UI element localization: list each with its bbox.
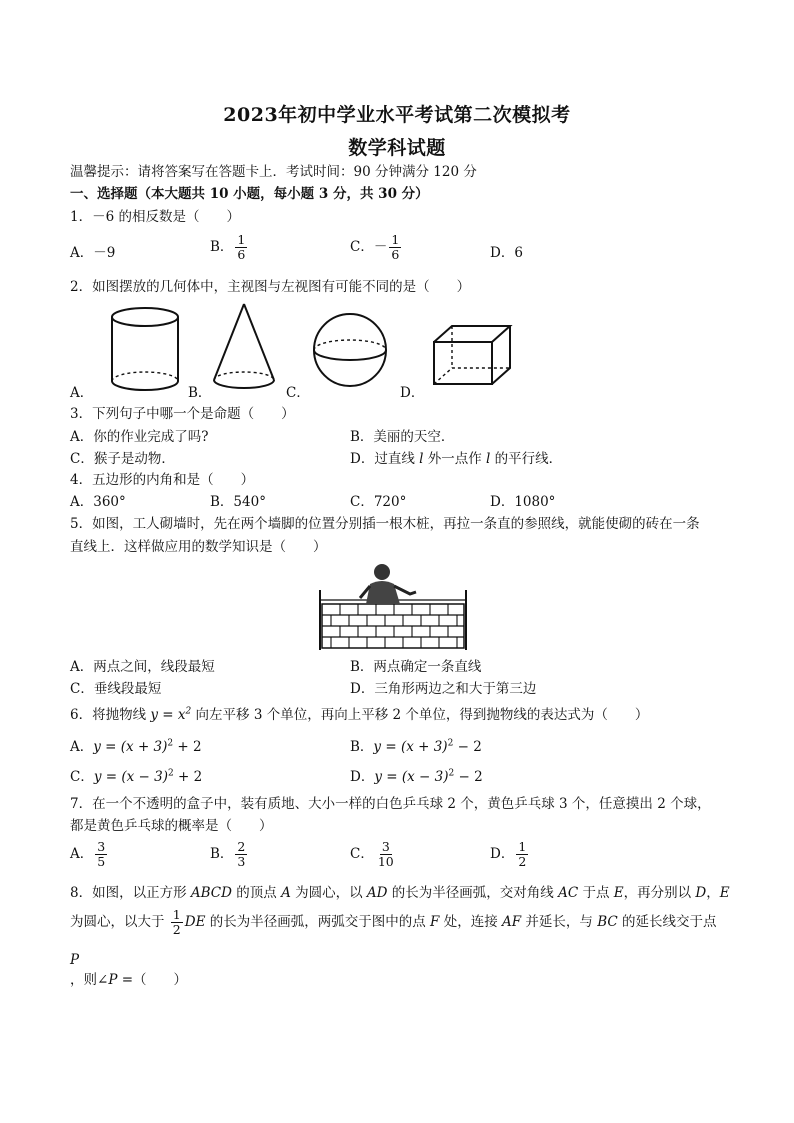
numerator: 1 [518,839,527,854]
option-label: A． [70,846,94,862]
text: ， [706,885,720,901]
text: 的长为半径画弧，两弧交于图中的点 [205,914,431,930]
exponent: 2 [167,738,174,749]
math-var: P [108,972,118,988]
numerator: 1 [172,907,181,922]
text: ，再分别以 [623,885,696,901]
text: 的长为半径画弧，交对角线 [387,885,559,901]
math-var: AF [502,914,522,930]
math-var: BC [597,914,618,930]
q2-stem: 2．如图摆放的几何体中，主视图与左视图有可能不同的是（ ） [70,279,471,295]
q8-stem-line4 [70,971,187,989]
math-var: E [613,885,624,901]
q4-option-d: D．1080° [490,494,556,510]
option-label: B． [210,846,234,862]
denominator: 6 [391,247,400,262]
option-label: C．－ [350,239,388,255]
q7-option-a [70,840,109,869]
q5-stem-line1: 5．如图，工人砌墙时，先在两个墙脚的位置分别插一根木桩，再拉一条直的参照线，就能使砌的砖在一条 [70,516,700,532]
q2-option-d: D． [400,385,425,401]
math-var: l [419,451,424,467]
q2-option-c: C． [286,385,310,401]
q5-option-b: B．两点确定一条直线 [350,659,482,675]
math-var: l [486,451,491,467]
option-label: D． [490,846,515,862]
q7-option-d [490,840,530,869]
text: 处，连接 [439,914,502,930]
numerator: 1 [237,232,246,247]
q8-stem-line3: P [70,952,80,968]
math-tail: + 2 [173,769,203,785]
option-label: B． [350,739,374,755]
option-label: A． [70,739,94,755]
option-label: C． [70,769,94,785]
math-var: D [695,885,707,901]
numerator: 2 [237,839,246,854]
q1-option-b [210,233,249,262]
q4-option-a: A．360° [70,494,126,510]
text: 为圆心，以大于 [70,914,169,930]
exponent: 2 [447,738,454,749]
text: 的顶点 [231,885,282,901]
q7-stem-line2: 都是黄色乒乓球的概率是（ ） [70,818,273,834]
cone-figure [208,300,280,394]
math-tail: + 2 [173,739,202,755]
q8-stem-line2 [70,908,717,937]
math-var: DE [184,914,206,930]
q7-stem-line1: 7．在一个不透明的盒子中，装有质地、大小一样的白色乒乓球 2 个，黄色乒乓球 3 个，任意摸出 2 个球， [70,796,711,812]
q7-option-b [210,840,249,869]
text: 6．将抛物线 [70,707,151,723]
q3-option-c: C．猴子是动物． [70,451,175,467]
denominator: 5 [97,854,106,869]
math-var: AD [366,885,388,901]
q1-option-d: D．6 [490,245,523,261]
cylinder-figure [104,303,186,395]
numerator: 3 [381,839,390,854]
exponent: 2 [448,768,455,779]
q6-stem [70,706,648,724]
numerator: 3 [97,839,106,854]
fraction [516,840,528,869]
math-var: A [281,885,291,901]
option-label: C． [350,846,374,862]
denominator: 6 [237,247,246,262]
q4-stem: 4．五边形的内角和是（ ） [70,472,255,488]
option-label: B． [210,239,234,255]
text: D．过直线 [350,451,420,467]
q5-option-d: D．三角形两边之和大于第三边 [350,681,537,697]
section-heading: 一、选择题（本大题共 10 小题，每小题 3 分，共 30 分） [70,186,429,202]
q1-stem: 1．－6 的相反数是（ ） [70,209,240,225]
text: 外一点作 [423,451,487,467]
fraction [389,233,401,262]
sphere-figure [310,310,390,390]
q3-option-d [350,450,562,468]
option-label: D． [350,769,375,785]
text: 并延长，与 [521,914,598,930]
fraction [235,840,247,869]
q3-option-b: B．美丽的天空． [350,429,455,445]
text: 8．如图，以正方形 [70,885,191,901]
q6-option-b [350,738,482,756]
q2-option-b: B． [188,385,212,401]
text: 为圆心，以 [290,885,367,901]
math-formula: $y = x^2$ [150,706,192,723]
denominator: 3 [237,854,246,869]
q5-stem-line2: 直线上．这样做应用的数学知识是（ ） [70,539,327,555]
math-formula: y = (x − 3) [374,769,449,785]
text: 的平行线． [490,451,563,467]
q6-option-d [350,768,483,786]
text: 于点 [578,885,614,901]
q6-option-a [70,738,202,756]
q5-option-a: A．两点之间，线段最短 [70,659,215,675]
q2-option-a: A． [70,385,94,401]
text: =（ ） [117,972,188,988]
math-var: ABCD [190,885,232,901]
denominator: 10 [377,854,394,869]
text: ，则∠ [70,972,109,988]
q8-stem-line1 [70,884,730,902]
exam-title: 2023年初中学业水平考试第二次模拟考 [223,104,571,126]
fraction [95,840,107,869]
q1-option-a: A．－9 [70,245,116,261]
q4-option-b: B．540° [210,494,266,510]
denominator: 2 [518,854,527,869]
math-var: AC [558,885,579,901]
bricklayer-figure [300,560,480,655]
q6-option-c [70,768,202,786]
q7-option-c [350,840,398,869]
fraction [376,840,396,869]
fraction [235,233,247,262]
text: 向左平移 3 个单位，再向上平移 2 个单位，得到抛物线的表达式为（ ） [191,707,649,723]
q3-option-a: A．你的作业完成了吗? [70,429,209,445]
math-tail: − 2 [454,769,483,785]
box-figure [430,322,516,388]
fraction [171,908,183,937]
q4-option-c: C．720° [350,494,407,510]
exponent: 2 [168,768,174,779]
text: 的延长线交于点 [617,914,717,930]
math-formula: y = (x − 3) [93,769,168,785]
math-formula: y = (x + 3) [373,739,448,755]
numerator: 1 [391,232,400,247]
math-var: E [719,885,730,901]
q5-option-c: C．垂线段最短 [70,681,162,697]
q3-stem: 3．下列句子中哪一个是命题（ ） [70,406,295,422]
denominator: 2 [172,922,181,937]
math-tail: − 2 [453,739,482,755]
exam-tip: 温馨提示：请将答案写在答题卡上．考试时间：90 分钟满分 120 分 [70,164,477,180]
math-var: F [430,914,440,930]
math-formula: y = (x + 3) [93,739,168,755]
q1-option-c [350,233,403,262]
exam-subtitle: 数学科试题 [348,137,446,159]
